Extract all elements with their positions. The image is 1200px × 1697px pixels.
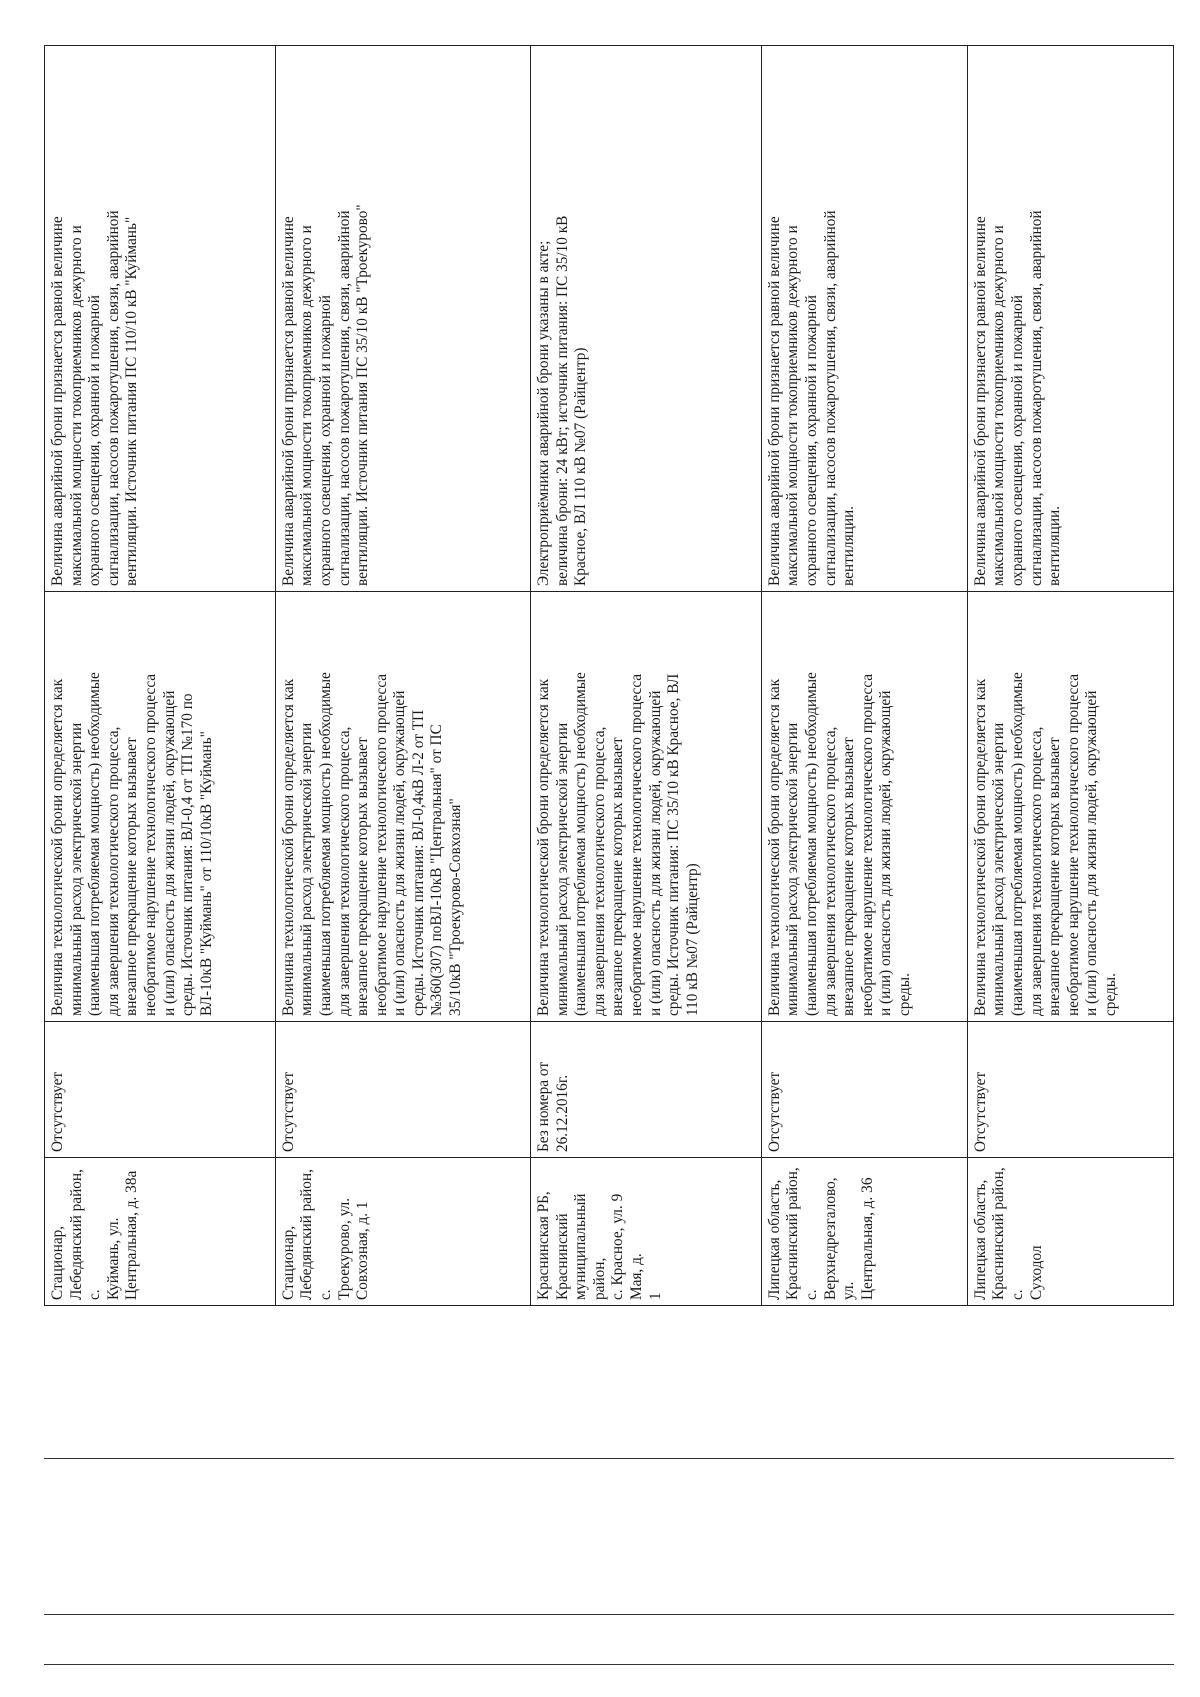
address-cell: Липецкая область, Краснинский район, с. Верхнедрезгалово, ул. Центральная, д. 36: [761, 1158, 967, 1306]
emergency-reserve-cell: Величина аварийной брони признается равной величине максимальной мощности токоприемников дежурного и охранного освещения, охранной и пожарной сигнализации, насосов пожаротушения, связи, аварийной вентиляции.: [967, 46, 1173, 592]
act-cell: Отсутствует: [967, 1022, 1173, 1158]
table-row: [275, 46, 530, 1306]
table-row: [761, 46, 967, 1306]
table-row: [531, 46, 762, 1306]
address-cell: Липецкая область, Краснинский район, с. Суходол: [967, 1158, 1173, 1306]
emergency-reserve-cell: Величина аварийной брони признается равной величине максимальной мощности токоприемников дежурного и охранного освещения, охранной и пожарной сигнализации, насосов пожаротушения, связи, аварийной вентиляции. Источник питания ПС 110/10 кВ "Куймань": [45, 46, 276, 592]
table-row: [45, 46, 276, 1306]
tech-reserve-cell: Величина технологической брони определяется как минимальный расход электрической энергии (наименьшая потребляемая мощность) необходимые для завершения технологического процесса, внезапное прекращение которых вызывает необратимое нарушение технологического процесса и (или) опасность для жизни людей, окружающей среды. Источник питания: ПС 35/10 кВ Красное, ВЛ 110 кВ №07 (Райцентр): [531, 592, 762, 1022]
address-cell: Краснинская РБ, Краснинский муниципальный район, с. Красное, ул. 9 Мая, д. 1: [531, 1158, 762, 1306]
address-cell: Стационар, Лебедянский район, с. Куймань, ул. Центральная, д. 38а: [45, 1158, 276, 1306]
act-cell: Отсутствует: [761, 1022, 967, 1158]
signature-line: [44, 1458, 1174, 1459]
table-row: [967, 46, 1173, 1306]
tech-reserve-cell: Величина технологической брони определяется как минимальный расход электрической энергии (наименьшая потребляемая мощность) необходимые для завершения технологического процесса, внезапное прекращение которых вызывает необратимое нарушение технологического процесса и (или) опасность для жизни людей, окружающей среды. Источник питания: ВЛ-0,4 от ТП №170 по ВЛ-10кВ "Куймань" от 110/10кВ "Куймань": [45, 592, 276, 1022]
reservation-table: [44, 45, 1174, 1306]
signature-line: [44, 1664, 1174, 1665]
act-cell: Отсутствует: [275, 1022, 530, 1158]
rotated-table-container: [44, 46, 1174, 1306]
address-cell: Стационар, Лебедянский район, с. Троекурово, ул. Совхозная, д. 1: [275, 1158, 530, 1306]
emergency-reserve-cell: Величина аварийной брони признается равной величине максимальной мощности токоприемников дежурного и охранного освещения, охранной и пожарной сигнализации, насосов пожаротушения, связи, аварийной вентиляции.: [761, 46, 967, 592]
tech-reserve-cell: Величина технологической брони определяется как минимальный расход электрической энергии (наименьшая потребляемая мощность) необходимые для завершения технологического процесса, внезапное прекращение которых вызывает необратимое нарушение технологического процесса и (или) опасность для жизни людей, окружающей среды.: [967, 592, 1173, 1022]
scanned-table-frame: [44, 46, 1174, 1306]
act-cell: Без номера от 26.12.2016г.: [531, 1022, 762, 1158]
tech-reserve-cell: Величина технологической брони определяется как минимальный расход электрической энергии (наименьшая потребляемая мощность) необходимые для завершения технологического процесса, внезапное прекращение которых вызывает необратимое нарушение технологического процесса и (или) опасность для жизни людей, окружающей среды. Источник питания: ВЛ-0,4кВ Л-2 от ТП №360(307) поВЛ-10кВ "Центральная" от ПС 35/10кВ "Троекурово-Совхозная": [275, 592, 530, 1022]
emergency-reserve-cell: Электроприёмники аварийной брони указаны в акте; величина брони: 24 кВт; источник питания: ПС 35/10 кВ Красное, ВЛ 110 кВ №07 (Райцентр): [531, 46, 762, 592]
tech-reserve-cell: Величина технологической брони определяется как минимальный расход электрической энергии (наименьшая потребляемая мощность) необходимые для завершения технологического процесса, внезапное прекращение которых вызывает необратимое нарушение технологического процесса и (или) опасность для жизни людей, окружающей среды.: [761, 592, 967, 1022]
act-cell: Отсутствует: [45, 1022, 276, 1158]
signature-line: [44, 1614, 1174, 1615]
emergency-reserve-cell: Величина аварийной брони признается равной величине максимальной мощности токоприемников дежурного и охранного освещения, охранной и пожарной сигнализации, насосов пожаротушения, связи, аварийной вентиляции. Источник питания ПС 35/10 кВ "Троекурово": [275, 46, 530, 592]
